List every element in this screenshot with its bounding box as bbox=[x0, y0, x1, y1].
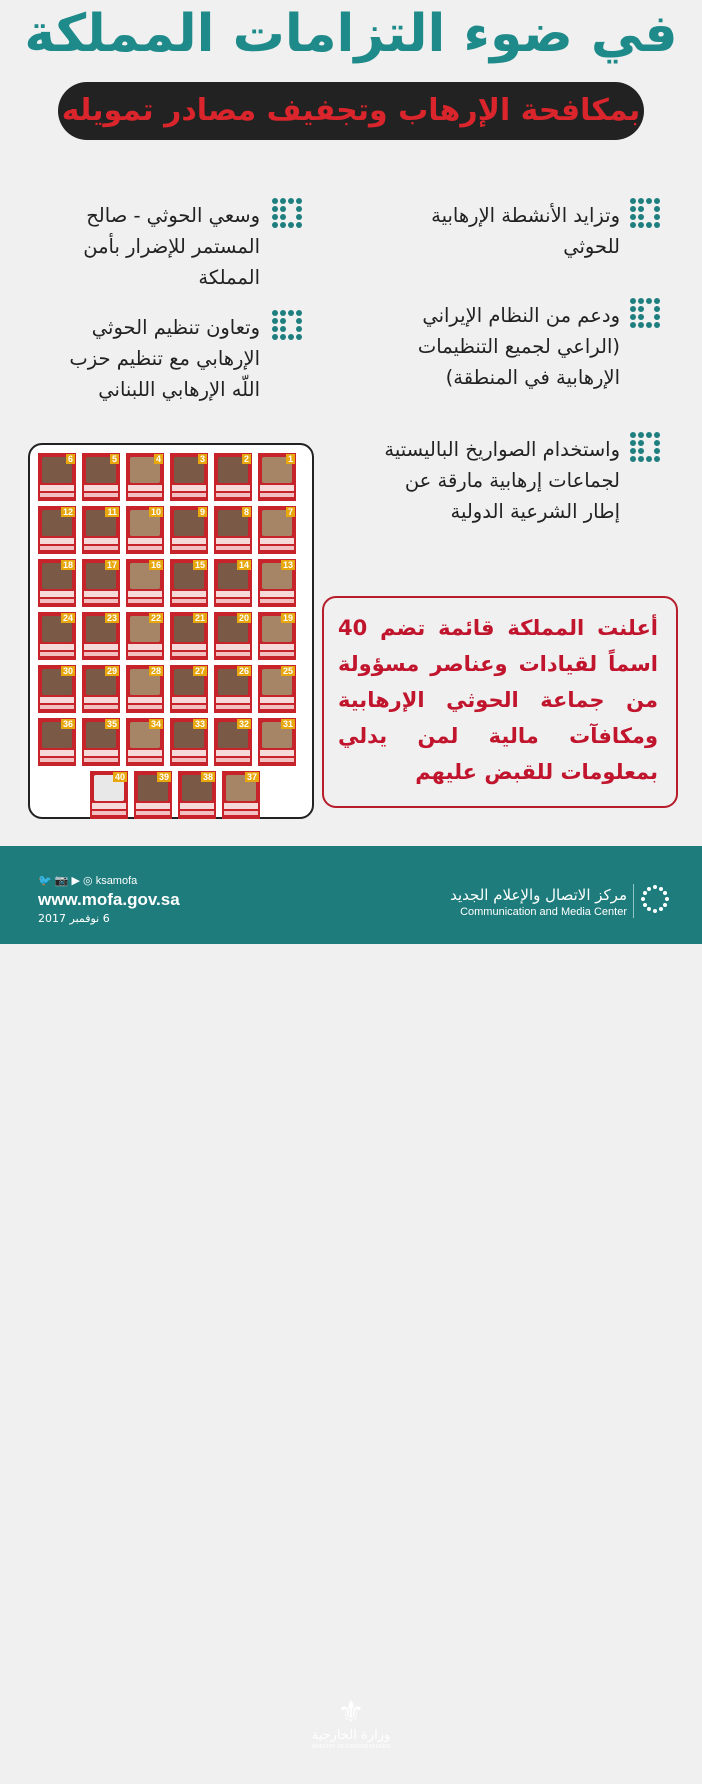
logo-dot bbox=[647, 907, 651, 911]
reward-strip bbox=[172, 758, 206, 762]
logo-dot bbox=[663, 891, 667, 895]
name-strip bbox=[216, 538, 250, 544]
wanted-person-card bbox=[258, 453, 296, 501]
ministry-name-ar: وزارة الخارجية bbox=[311, 1728, 391, 1743]
wanted-person-card bbox=[214, 612, 252, 660]
wanted-person-card bbox=[38, 718, 76, 766]
bullet-dot bbox=[638, 298, 644, 304]
name-strip bbox=[40, 697, 74, 703]
bullet-dot bbox=[296, 206, 302, 212]
reward-strip bbox=[260, 599, 294, 603]
point-houthi-saleh bbox=[40, 200, 260, 293]
bullet-dot bbox=[272, 214, 278, 220]
person-number: 31 bbox=[282, 719, 293, 729]
name-strip bbox=[172, 750, 206, 756]
logo-dot bbox=[659, 887, 663, 891]
name-strip bbox=[128, 591, 162, 597]
bullet-dot bbox=[288, 310, 294, 316]
wanted-person-card bbox=[38, 453, 76, 501]
reward-strip bbox=[128, 758, 162, 762]
name-strip bbox=[128, 644, 162, 650]
name-strip bbox=[216, 750, 250, 756]
logo-dot bbox=[641, 897, 645, 901]
palm-swords-icon: ⚜ bbox=[337, 1695, 365, 1730]
name-strip bbox=[260, 697, 294, 703]
person-number: 38 bbox=[202, 772, 213, 782]
bullet-dot bbox=[630, 198, 636, 204]
name-strip bbox=[260, 591, 294, 597]
wanted-person-card bbox=[38, 506, 76, 554]
website-link[interactable]: www.mofa.gov.sa bbox=[38, 890, 180, 909]
wanted-person-card bbox=[82, 559, 120, 607]
bullet-dot bbox=[296, 326, 302, 332]
reward-strip bbox=[128, 599, 162, 603]
wanted-person-card bbox=[170, 612, 208, 660]
person-number: 1 bbox=[287, 454, 293, 464]
person-number: 23 bbox=[106, 613, 117, 623]
reward-strip bbox=[128, 705, 162, 709]
bullet-dot bbox=[638, 222, 644, 228]
logo-dot bbox=[663, 903, 667, 907]
bullet-dot bbox=[630, 432, 636, 438]
bullet-dot bbox=[654, 198, 660, 204]
bullet-dot bbox=[638, 456, 644, 462]
reward-strip bbox=[216, 493, 250, 497]
bullet-dot bbox=[654, 298, 660, 304]
bullet-dot bbox=[280, 334, 286, 340]
name-strip bbox=[180, 803, 214, 809]
person-number: 32 bbox=[238, 719, 249, 729]
person-number: 10 bbox=[150, 507, 161, 517]
name-strip bbox=[128, 697, 162, 703]
reward-strip bbox=[40, 652, 74, 656]
bullet-dot bbox=[646, 456, 652, 462]
bullet-dot bbox=[646, 198, 652, 204]
wanted-person-card bbox=[90, 771, 128, 819]
person-number: 4 bbox=[155, 454, 161, 464]
name-strip bbox=[128, 485, 162, 491]
announcement-text: أعلنت المملكة قائمة تضم 40 اسماً لقيادات وعناصر مسؤولة من جماعة الحوثي الإرهابية ومكافآت مالية لمن يدلي بمعلومات للقبض عليهم bbox=[338, 616, 658, 784]
wanted-person-card bbox=[38, 612, 76, 660]
bullet-dot bbox=[654, 314, 660, 320]
bullet-icon bbox=[272, 196, 304, 230]
bullet-dot bbox=[646, 322, 652, 328]
name-strip bbox=[216, 697, 250, 703]
bullet-dot bbox=[638, 214, 644, 220]
person-number: 37 bbox=[246, 772, 257, 782]
divider bbox=[633, 884, 634, 918]
reward-strip bbox=[40, 705, 74, 709]
logo-dot bbox=[643, 903, 647, 907]
person-number: 34 bbox=[150, 719, 161, 729]
bullet-dot bbox=[638, 322, 644, 328]
wanted-person-card bbox=[126, 665, 164, 713]
reward-strip bbox=[40, 546, 74, 550]
wanted-person-card bbox=[170, 506, 208, 554]
logo-dot bbox=[653, 909, 657, 913]
media-center-logo-icon bbox=[638, 882, 672, 916]
wanted-person-card bbox=[126, 453, 164, 501]
point-iran-support bbox=[380, 300, 620, 393]
point-text: وتعاون تنظيم الحوثي الإرهابي مع تنظيم حزب اللّه الإرهابي اللبناني bbox=[69, 316, 260, 401]
reward-strip bbox=[84, 652, 118, 656]
bullet-icon bbox=[630, 296, 662, 330]
name-strip bbox=[84, 644, 118, 650]
bullet-dot bbox=[296, 334, 302, 340]
bullet-dot bbox=[638, 432, 644, 438]
name-strip bbox=[136, 803, 170, 809]
wanted-photo-grid bbox=[28, 443, 314, 819]
logo-dot bbox=[647, 887, 651, 891]
person-number: 25 bbox=[282, 666, 293, 676]
point-text: واستخدام الصواريخ الباليستية لجماعات إرهابية مارقة عن إطار الشرعية الدولية bbox=[384, 438, 620, 523]
reward-strip bbox=[260, 493, 294, 497]
bullet-dot bbox=[654, 456, 660, 462]
name-strip bbox=[172, 485, 206, 491]
name-strip bbox=[224, 803, 258, 809]
person-number: 5 bbox=[111, 454, 117, 464]
reward-strip bbox=[216, 652, 250, 656]
name-strip bbox=[216, 591, 250, 597]
person-number: 8 bbox=[243, 507, 249, 517]
bullet-dot bbox=[638, 448, 644, 454]
name-strip bbox=[172, 697, 206, 703]
bullet-dot bbox=[630, 298, 636, 304]
person-number: 39 bbox=[158, 772, 169, 782]
person-number: 13 bbox=[282, 560, 293, 570]
reward-strip bbox=[260, 758, 294, 762]
footer bbox=[0, 846, 702, 1750]
bullet-icon bbox=[272, 308, 304, 342]
name-strip bbox=[40, 591, 74, 597]
wanted-person-card bbox=[126, 506, 164, 554]
bullet-dot bbox=[296, 214, 302, 220]
reward-strip bbox=[172, 546, 206, 550]
wanted-person-card bbox=[214, 453, 252, 501]
point-text: ودعم من النظام الإيراني (الراعي لجميع التنظيمات الإرهابية في المنطقة) bbox=[417, 304, 620, 389]
bullet-dot bbox=[272, 318, 278, 324]
bullet-dot bbox=[296, 198, 302, 204]
person-number: 28 bbox=[150, 666, 161, 676]
name-strip bbox=[216, 485, 250, 491]
reward-strip bbox=[216, 546, 250, 550]
person-number: 30 bbox=[62, 666, 73, 676]
reward-strip bbox=[128, 493, 162, 497]
bullet-dot bbox=[630, 456, 636, 462]
bullet-dot bbox=[272, 310, 278, 316]
name-strip bbox=[84, 591, 118, 597]
bullet-dot bbox=[280, 214, 286, 220]
bullet-dot bbox=[630, 206, 636, 212]
person-number: 20 bbox=[238, 613, 249, 623]
bullet-dot bbox=[654, 440, 660, 446]
bullet-dot bbox=[630, 440, 636, 446]
reward-strip bbox=[216, 599, 250, 603]
bullet-dot bbox=[638, 198, 644, 204]
logo-dot bbox=[643, 891, 647, 895]
reward-strip bbox=[224, 811, 258, 815]
name-strip bbox=[216, 644, 250, 650]
person-number: 19 bbox=[282, 613, 293, 623]
bullet-dot bbox=[630, 448, 636, 454]
bullet-dot bbox=[280, 198, 286, 204]
bullet-dot bbox=[646, 432, 652, 438]
name-strip bbox=[172, 644, 206, 650]
reward-strip bbox=[84, 758, 118, 762]
wanted-person-card bbox=[134, 771, 172, 819]
name-strip bbox=[172, 538, 206, 544]
center-name-ar: مركز الاتصال والإعلام الجديد bbox=[450, 886, 627, 904]
ministry-emblem bbox=[310, 1695, 392, 1784]
wanted-person-card bbox=[126, 718, 164, 766]
reward-strip bbox=[40, 493, 74, 497]
bullet-dot bbox=[280, 310, 286, 316]
bullet-icon bbox=[630, 196, 662, 230]
reward-strip bbox=[128, 652, 162, 656]
bullet-dot bbox=[280, 222, 286, 228]
logo-dot bbox=[653, 885, 657, 889]
person-number: 2 bbox=[243, 454, 249, 464]
name-strip bbox=[128, 750, 162, 756]
wanted-person-card bbox=[170, 718, 208, 766]
wanted-person-card bbox=[82, 453, 120, 501]
name-strip bbox=[84, 538, 118, 544]
name-strip bbox=[260, 485, 294, 491]
social-handle[interactable] bbox=[38, 874, 137, 887]
wanted-person-card bbox=[82, 612, 120, 660]
date-text: 6 نوفمبر 2017 bbox=[38, 912, 110, 925]
wanted-person-card bbox=[258, 718, 296, 766]
name-strip bbox=[260, 538, 294, 544]
reward-strip bbox=[216, 758, 250, 762]
reward-strip bbox=[216, 705, 250, 709]
person-number: 9 bbox=[199, 507, 205, 517]
reward-strip bbox=[128, 546, 162, 550]
name-strip bbox=[92, 803, 126, 809]
wanted-person-card bbox=[214, 506, 252, 554]
bullet-dot bbox=[630, 314, 636, 320]
person-number: 6 bbox=[67, 454, 73, 464]
wanted-person-card bbox=[258, 559, 296, 607]
person-number: 3 bbox=[199, 454, 205, 464]
bullet-dot bbox=[654, 206, 660, 212]
bullet-dot bbox=[272, 334, 278, 340]
subtitle-banner: بمكافحة الإرهاب وتجفيف مصادر تمويله bbox=[58, 82, 644, 140]
wanted-person-card bbox=[214, 665, 252, 713]
wanted-person-card bbox=[178, 771, 216, 819]
bullet-dot bbox=[654, 214, 660, 220]
bullet-dot bbox=[646, 298, 652, 304]
person-number: 24 bbox=[62, 613, 73, 623]
reward-strip bbox=[84, 705, 118, 709]
person-number: 11 bbox=[107, 507, 117, 517]
bullet-dot bbox=[654, 222, 660, 228]
name-strip bbox=[40, 750, 74, 756]
wanted-person-card bbox=[38, 665, 76, 713]
wanted-person-card bbox=[170, 665, 208, 713]
wanted-person-card bbox=[258, 506, 296, 554]
wanted-person-card bbox=[126, 612, 164, 660]
person-number: 14 bbox=[238, 560, 249, 570]
bullet-dot bbox=[296, 222, 302, 228]
bullet-dot bbox=[272, 222, 278, 228]
reward-strip bbox=[260, 546, 294, 550]
point-text: وتزايد الأنشطة الإرهابية للحوثي bbox=[431, 204, 620, 258]
reward-strip bbox=[40, 599, 74, 603]
bullet-dot bbox=[654, 322, 660, 328]
bullet-dot bbox=[272, 198, 278, 204]
bullet-dot bbox=[272, 326, 278, 332]
person-number: 12 bbox=[62, 507, 73, 517]
bullet-dot bbox=[630, 322, 636, 328]
wanted-person-card bbox=[170, 559, 208, 607]
bullet-dot bbox=[288, 198, 294, 204]
social-icons: 🐦 📷 ▶ ◎ bbox=[38, 875, 96, 887]
person-number: 40 bbox=[114, 772, 125, 782]
bullet-dot bbox=[288, 334, 294, 340]
bullet-dot bbox=[296, 310, 302, 316]
logo-dot bbox=[659, 907, 663, 911]
reward-strip bbox=[84, 546, 118, 550]
wanted-person-card bbox=[214, 559, 252, 607]
reward-strip bbox=[136, 811, 170, 815]
person-number: 21 bbox=[194, 613, 205, 623]
name-strip bbox=[128, 538, 162, 544]
reward-strip bbox=[172, 599, 206, 603]
bullet-dot bbox=[280, 318, 286, 324]
person-number: 22 bbox=[150, 613, 161, 623]
bullet-dot bbox=[296, 318, 302, 324]
center-name-en: Communication and Media Center bbox=[460, 906, 627, 918]
wanted-person-card bbox=[258, 665, 296, 713]
point-hezbollah-cooperation bbox=[40, 312, 260, 405]
point-houthi-activities bbox=[380, 200, 620, 262]
bullet-dot bbox=[654, 448, 660, 454]
name-strip bbox=[40, 538, 74, 544]
bullet-dot bbox=[638, 306, 644, 312]
bullet-dot bbox=[654, 306, 660, 312]
person-number: 29 bbox=[106, 666, 117, 676]
reward-strip bbox=[84, 493, 118, 497]
bullet-dot bbox=[280, 326, 286, 332]
person-number: 27 bbox=[194, 666, 205, 676]
wanted-person-card bbox=[258, 612, 296, 660]
name-strip bbox=[84, 750, 118, 756]
announcement-box bbox=[322, 596, 678, 808]
name-strip bbox=[260, 644, 294, 650]
logo-dot bbox=[665, 897, 669, 901]
bullet-dot bbox=[288, 222, 294, 228]
reward-strip bbox=[180, 811, 214, 815]
reward-strip bbox=[260, 652, 294, 656]
bullet-dot bbox=[280, 206, 286, 212]
wanted-person-card bbox=[82, 506, 120, 554]
bullet-dot bbox=[630, 222, 636, 228]
wanted-person-card bbox=[38, 559, 76, 607]
bullet-dot bbox=[654, 432, 660, 438]
name-strip bbox=[40, 485, 74, 491]
person-number: 36 bbox=[62, 719, 73, 729]
bullet-dot bbox=[638, 206, 644, 212]
point-ballistic-missiles bbox=[380, 434, 620, 527]
person-number: 18 bbox=[62, 560, 73, 570]
wanted-person-card bbox=[214, 718, 252, 766]
wanted-person-card bbox=[170, 453, 208, 501]
name-strip bbox=[172, 591, 206, 597]
wanted-person-card bbox=[82, 665, 120, 713]
page-title: في ضوء التزامات المملكة bbox=[24, 4, 678, 64]
wanted-person-card bbox=[126, 559, 164, 607]
bullet-dot bbox=[630, 306, 636, 312]
bullet-dot bbox=[272, 206, 278, 212]
person-number: 35 bbox=[106, 719, 117, 729]
person-number: 7 bbox=[287, 507, 293, 517]
reward-strip bbox=[172, 652, 206, 656]
person-number: 33 bbox=[194, 719, 205, 729]
bullet-icon bbox=[630, 430, 662, 464]
wanted-person-card bbox=[82, 718, 120, 766]
reward-strip bbox=[84, 599, 118, 603]
bullet-dot bbox=[646, 222, 652, 228]
name-strip bbox=[84, 697, 118, 703]
bullet-dot bbox=[630, 214, 636, 220]
social-handle-text: ksamofa bbox=[95, 875, 138, 887]
reward-strip bbox=[260, 705, 294, 709]
reward-strip bbox=[92, 811, 126, 815]
person-number: 15 bbox=[194, 560, 205, 570]
person-number: 16 bbox=[150, 560, 161, 570]
bullet-dot bbox=[638, 314, 644, 320]
person-number: 17 bbox=[106, 560, 117, 570]
ministry-name-en: MINISTRY OF FOREIGN AFFAIRS bbox=[311, 1744, 391, 1750]
name-strip bbox=[84, 485, 118, 491]
name-strip bbox=[260, 750, 294, 756]
name-strip bbox=[40, 644, 74, 650]
bullet-dot bbox=[638, 440, 644, 446]
reward-strip bbox=[40, 758, 74, 762]
point-text: وسعي الحوثي - صالح المستمر للإضرار بأمن المملكة bbox=[83, 204, 260, 289]
reward-strip bbox=[172, 705, 206, 709]
person-number: 26 bbox=[238, 666, 249, 676]
wanted-person-card bbox=[222, 771, 260, 819]
reward-strip bbox=[172, 493, 206, 497]
